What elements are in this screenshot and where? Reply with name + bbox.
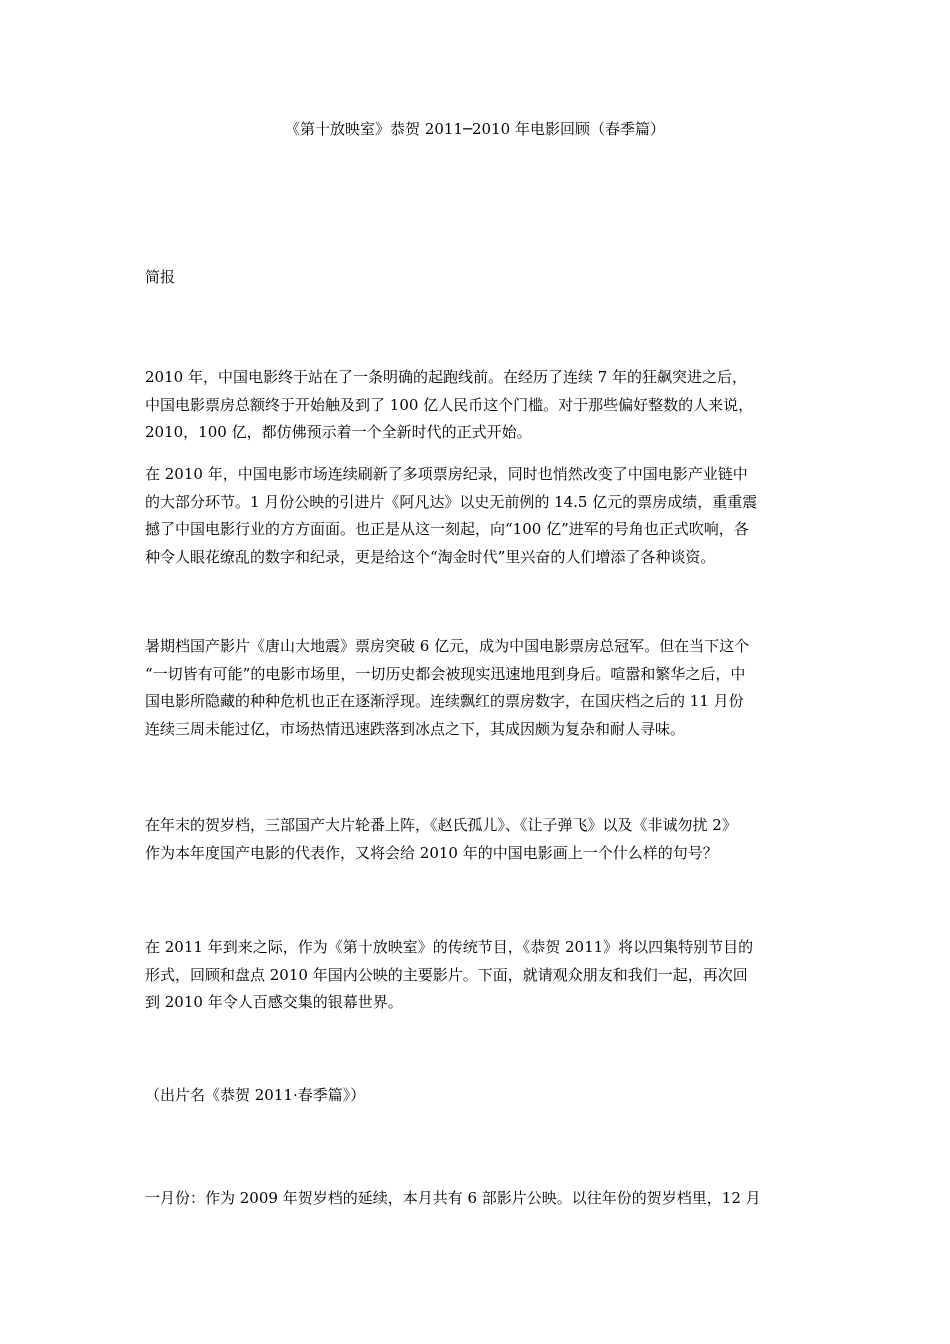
paragraph-line: 在年末的贺岁档，三部国产大片轮番上阵，《赵氏孤儿》、《让子弹飞》以及《非诚勿扰 2》 [145,816,737,834]
paragraph-line: 暑期档国产影片《唐山大地震》票房突破 6 亿元，成为中国电影票房总冠军。但在当下这个 [145,637,750,655]
paragraph-line: 2010 年，中国电影终于站在了一条明确的起跑线前。在经历了连续 7 年的狂飙突进之后， [145,368,748,386]
section-heading [145,264,811,292]
paragraph-line: “一切皆有可能”的电影市场里，一切历史都会被现实迅速地甩到身后。喧嚣和繁华之后，中 [145,664,746,683]
paragraph-4 [145,812,811,867]
section-heading-text: 简报 [145,268,176,286]
paragraph-line: 撼了中国电影行业的方方面面。也正是从这一刻起，向“100 亿”进军的号角也正式吹响，各 [145,520,749,538]
paragraph-line: 2010，100 亿，都仿佛预示着一个全新时代的正式开始。 [145,423,532,441]
paragraph-7 [145,1185,811,1213]
paragraph-line: 一月份：作为 2009 年贺岁档的延续，本月共有 6 部影片公映。以往年份的贺岁档里，12 月 [145,1189,761,1207]
paragraph-line: 的大部分环节。1 月份公映的引进片《阿凡达》以史无前例的 14.5 亿元的票房成绩，重重震 [145,492,758,511]
paragraph-line: 连续三周未能过亿，市场热情迅速跌落到冰点之下，其成因颇为复杂和耐人寻味。 [145,719,686,738]
document-title: 《第十放映室》恭贺 2011─2010 年电影回顾（春季篇） [285,120,665,138]
paragraph-line: 中国电影票房总额终于开始触及到了 100 亿人民币这个门槛。对于那些偏好整数的人来说， [145,395,754,414]
paragraph-3 [145,633,811,743]
paragraph-6 [145,1082,811,1110]
paragraph-2 [145,461,811,571]
paragraph-line: 在 2011 年到来之际，作为《第十放映室》的传统节目，《恭贺 2011》将以四集特别节目的 [145,938,754,956]
paragraph-line: 国电影所隐藏的种种危机也正在逐渐浮现。连续飘红的票房数字，在国庆档之后的 11 月份 [145,692,744,710]
paragraph-1 [145,364,811,447]
paragraph-line: 种令人眼花缭乱的数字和纪录，更是给这个“淘金时代”里兴奋的人们增添了各种谈资。 [145,547,716,566]
paragraph-5 [145,934,811,1017]
paragraph-line: 在 2010 年，中国电影市场连续刷新了多项票房纪录，同时也悄然改变了中国电影产业链中 [145,465,748,483]
paragraph-line: 到 2010 年令人百感交集的银幕世界。 [145,993,403,1011]
paragraph-line: 形式，回顾和盘点 2010 年国内公映的主要影片。下面，就请观众朋友和我们一起，再次回 [145,965,748,984]
paragraph-line: （出片名《恭贺 2011·春季篇》） [145,1086,366,1104]
paragraph-line: 作为本年度国产电影的代表作，又将会给 2010 年的中国电影画上一个什么样的句号？ [145,843,718,862]
